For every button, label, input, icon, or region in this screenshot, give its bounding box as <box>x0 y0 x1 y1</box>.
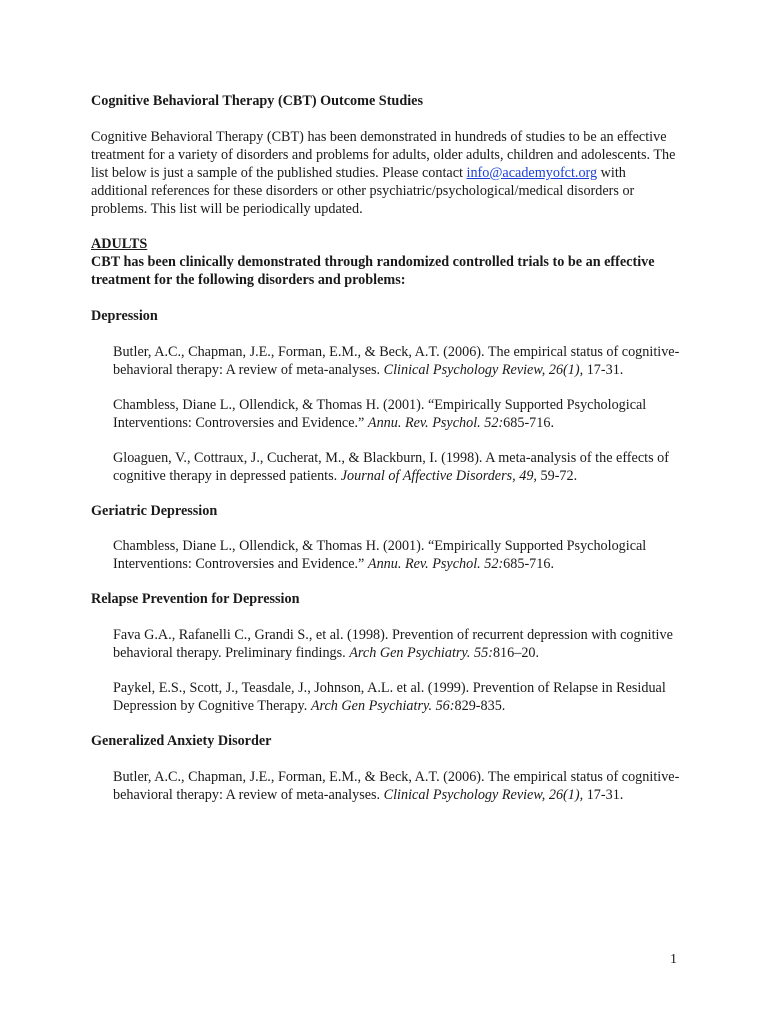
reference <box>91 627 681 663</box>
reference-text: Chambless, Diane L., Ollendick, & Thomas H. (2001). “Empirically Supported Psychological Interventions: Controversies and Evidence.” <box>113 396 647 431</box>
reference-tail: 816–20. <box>492 645 540 662</box>
section-subheading: CBT has been clinically demonstrated through randomized controlled trials to be an effective treatment for the following disorders and problems: <box>91 254 655 289</box>
reference-text: Gloaguen, V., Cottraux, J., Cucherat, M., & Blackburn, I. (1998). A meta-analysis of the effects of cognitive therapy in depressed patients. <box>113 449 669 484</box>
reference-text: Paykel, E.S., Scott, J., Teasdale, J., Johnson, A.L. et al. (1999). Prevention of Relapse in Residual Depression by Cognitive Therapy. <box>113 679 666 714</box>
topic-heading: Geriatric Depression <box>91 502 218 519</box>
reference-text: Butler, A.C., Chapman, J.E., Forman, E.M., & Beck, A.T. (2006). The empirical status of cognitive-behavioral therapy: A review of meta-analyses. <box>113 344 680 378</box>
reference-tail: 685-716. <box>503 414 555 431</box>
topic-relapse-prevention <box>91 591 681 716</box>
reference <box>91 769 681 805</box>
topic-heading: Generalized Anxiety Disorder <box>91 732 272 749</box>
section-heading-adults: ADULTS <box>91 236 148 253</box>
reference-text: Fava G.A., Rafanelli C., Grandi S., et al. (1998). Prevention of recurrent depression with cognitive behavioral therapy. Preliminary findings. <box>113 627 673 662</box>
topic-generalized-anxiety <box>91 733 681 805</box>
reference <box>91 344 681 380</box>
page-number: 1 <box>670 952 677 967</box>
topic-heading: Depression <box>91 308 158 325</box>
topic-geriatric-depression <box>91 503 681 575</box>
intro-text: Cognitive Behavioral Therapy (CBT) has been demonstrated in hundreds of studies to be an effective treatment for a variety of disorders and problems for adults, older adults, children and adolescents. The list below is just a sample of the published studies. Please contact <box>91 128 676 181</box>
reference <box>91 680 681 716</box>
contact-email-link[interactable]: info@academyofct.org <box>466 164 598 181</box>
reference-text: Chambless, Diane L., Ollendick, & Thomas H. (2001). “Empirically Supported Psychological Interventions: Controversies and Evidence.” <box>113 538 647 573</box>
topic-depression <box>91 308 681 485</box>
reference-journal: Arch Gen Psychiatry. 56: <box>310 697 455 714</box>
intro-paragraph <box>91 129 681 219</box>
reference-journal: Annu. Rev. Psychol. 52: <box>367 556 504 573</box>
topic-heading: Relapse Prevention for Depression <box>91 591 300 608</box>
reference-journal: Clinical Psychology Review, 26(1), <box>383 361 584 378</box>
topics-list <box>91 308 681 804</box>
reference-tail: 59-72. <box>536 467 578 484</box>
reference-tail: 17-31. <box>583 786 624 803</box>
reference <box>91 450 681 486</box>
intro-text-continued: with additional references for these disorders or other psychiatric/psychological/medical disorders or problems. This list will be periodically updated. <box>91 164 635 217</box>
reference-tail: 17-31. <box>583 361 624 378</box>
document-title: Cognitive Behavioral Therapy (CBT) Outcome Studies <box>91 93 423 109</box>
reference-journal: Clinical Psychology Review, 26(1), <box>383 786 584 803</box>
reference-journal: Arch Gen Psychiatry. 55: <box>349 645 493 662</box>
reference-text: Butler, A.C., Chapman, J.E., Forman, E.M., & Beck, A.T. (2006). The empirical status of cognitive-behavioral therapy: A review of meta-analyses. <box>113 768 680 803</box>
reference-journal: Annu. Rev. Psychol. 52: <box>367 414 504 431</box>
reference-journal: Journal of Affective Disorders, 49, <box>340 467 537 484</box>
reference-tail: 685-716. <box>503 556 555 573</box>
reference-tail: 829-835. <box>454 697 506 714</box>
reference <box>91 397 681 433</box>
document-page <box>91 93 681 821</box>
reference <box>91 538 681 574</box>
